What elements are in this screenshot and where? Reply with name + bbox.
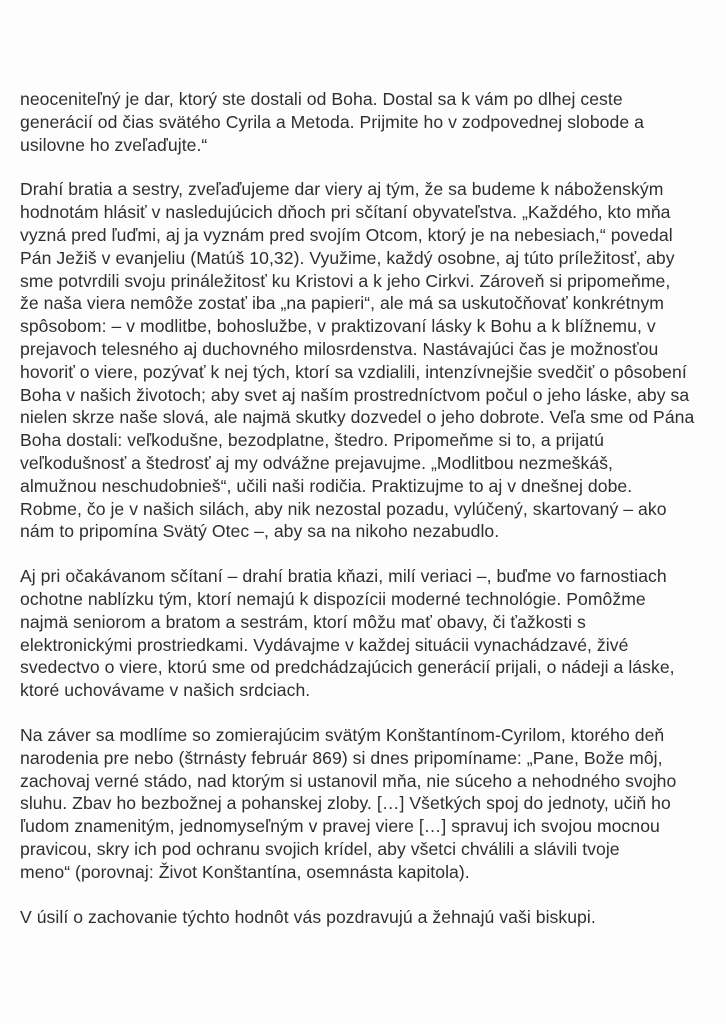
text-line: že naša viera nemôže zostať iba „na papieri“, ale má sa uskutočňovať konkrétnym: [20, 293, 664, 314]
text-line: Robme, čo je v našich silách, aby nik nezostal pozadu, vylúčený, skartovaný – ako: [20, 498, 667, 519]
text-line: sluhu. Zbav ho bezbožnej a pohanskej zloby. […] Všetkých spoj do jednoty, učiň ho: [20, 793, 671, 814]
text-line: veľkodušnosť a štedrosť aj my odvážne prejavujme. „Modlitbou nezmeškáš,: [20, 452, 613, 473]
text-line: V úsilí o zachovanie týchto hodnôt vás pozdravujú a žehnajú vaši biskupi.: [20, 906, 596, 927]
text-line: meno“ (porovnaj: Život Konštantína, osemnásta kapitola).: [20, 861, 470, 882]
text-line: spôsobom: – v modlitbe, bohoslužbe, v praktizovaní lásky k Bohu a k blížnemu, v: [20, 316, 656, 337]
paragraph-census-faith: [20, 178, 710, 543]
text-line: Boha v našich životoch; aby svet aj naším prostredníctvom počul o jeho láske, aby sa: [20, 384, 690, 405]
text-line: hovoriť o viere, pozývať k nej tých, ktorí sa vzdialili, intenzívnejšie svedčiť o pôsobení: [20, 361, 687, 382]
text-line: ochotne nablízku tým, ktorí nemajú k dispozícii moderné technológie. Pomôžme: [20, 588, 646, 609]
text-line: svedectvo o viere, ktorú sme od predchádzajúcich generácií prijali, o nádeji a láske,: [20, 657, 675, 678]
letter-body: [20, 88, 710, 950]
paragraph-prayer: [20, 724, 710, 884]
text-line: elektronickými prostriedkami. Vydávajme v každej situácii vynachádzavé, živé: [20, 634, 629, 655]
text-line: neoceniteľný je dar, ktorý ste dostali od Boha. Dostal sa k vám po dlhej ceste: [20, 89, 623, 109]
text-line: zachovaj verné stádo, nad ktorým si ustanovil mňa, nie súceho a nehodného svojho: [20, 770, 677, 791]
text-line: Na záver sa modlíme so zomierajúcim svätým Konštantínom-Cyrilom, ktorého deň: [20, 724, 665, 745]
text-line: Drahí bratia a sestry, zveľaďujeme dar viery aj tým, že sa budeme k náboženským: [20, 179, 664, 200]
text-line: Aj pri očakávanom sčítaní – drahí bratia kňazi, milí veriaci –, buďme vo farnostiach: [20, 566, 667, 587]
paragraph-closing-greeting: [20, 906, 710, 929]
text-line: najmä seniorom a bratom a sestrám, ktorí môžu mať obavy, či ťažkosti s: [20, 611, 586, 632]
text-line: sme potvrdili svoju prináležitosť ku Kristovi a k jeho Cirkvi. Zároveň si pripomeňme,: [20, 270, 671, 291]
paragraph-gift-of-faith: [20, 88, 710, 156]
text-line: Pán Ježiš v evanjeliu (Matúš 10,32). Využime, každý osobne, aj túto príležitosť, aby: [20, 247, 675, 268]
text-line: nielen skrze naše slová, ale najmä skutky dozvedel o jeho dobrote. Veľa sme od Pána: [20, 407, 695, 428]
text-line: almužnou neschudobnieš“, učili naši rodičia. Praktizujme to aj v dnešnej dobe.: [20, 475, 633, 496]
text-line: hodnotám hlásiť v nasledujúcich dňoch pri sčítaní obyvateľstva. „Každého, kto mňa: [20, 202, 671, 223]
text-line: prejavoch telesného aj duchovného milosrdenstva. Nastávajúci čas je možnosťou: [20, 338, 659, 359]
text-line: narodenia pre nebo (štrnásty február 869) si dnes pripomíname: „Pane, Bože môj,: [20, 747, 663, 768]
text-line: vyzná pred ľuďmi, aj ja vyznám pred svojím Otcom, ktorý je na nebesiach,“ povedal: [20, 224, 673, 245]
text-line: nám to pripomína Svätý Otec –, aby sa na nikoho nezabudlo.: [20, 521, 500, 542]
text-line: ktoré uchovávame v našich srdciach.: [20, 680, 311, 701]
text-line: usilovne ho zveľaďujte.“: [20, 134, 208, 155]
text-line: generácií od čias svätého Cyrila a Metoda. Prijmite ho v zodpovednej slobode a: [20, 111, 644, 132]
text-line: ľudom znamenitým, jednomyseľným v pravej viere […] spravuj ich svojou mocnou: [20, 816, 660, 837]
text-line: Boha dostali: veľkodušne, bezodplatne, štedro. Pripomeňme si to, a prijatú: [20, 430, 604, 451]
text-line: pravicou, skry ich pod ochranu svojich krídel, aby všetci chválili a slávili tvoje: [20, 838, 620, 859]
paragraph-help-others: [20, 565, 710, 702]
